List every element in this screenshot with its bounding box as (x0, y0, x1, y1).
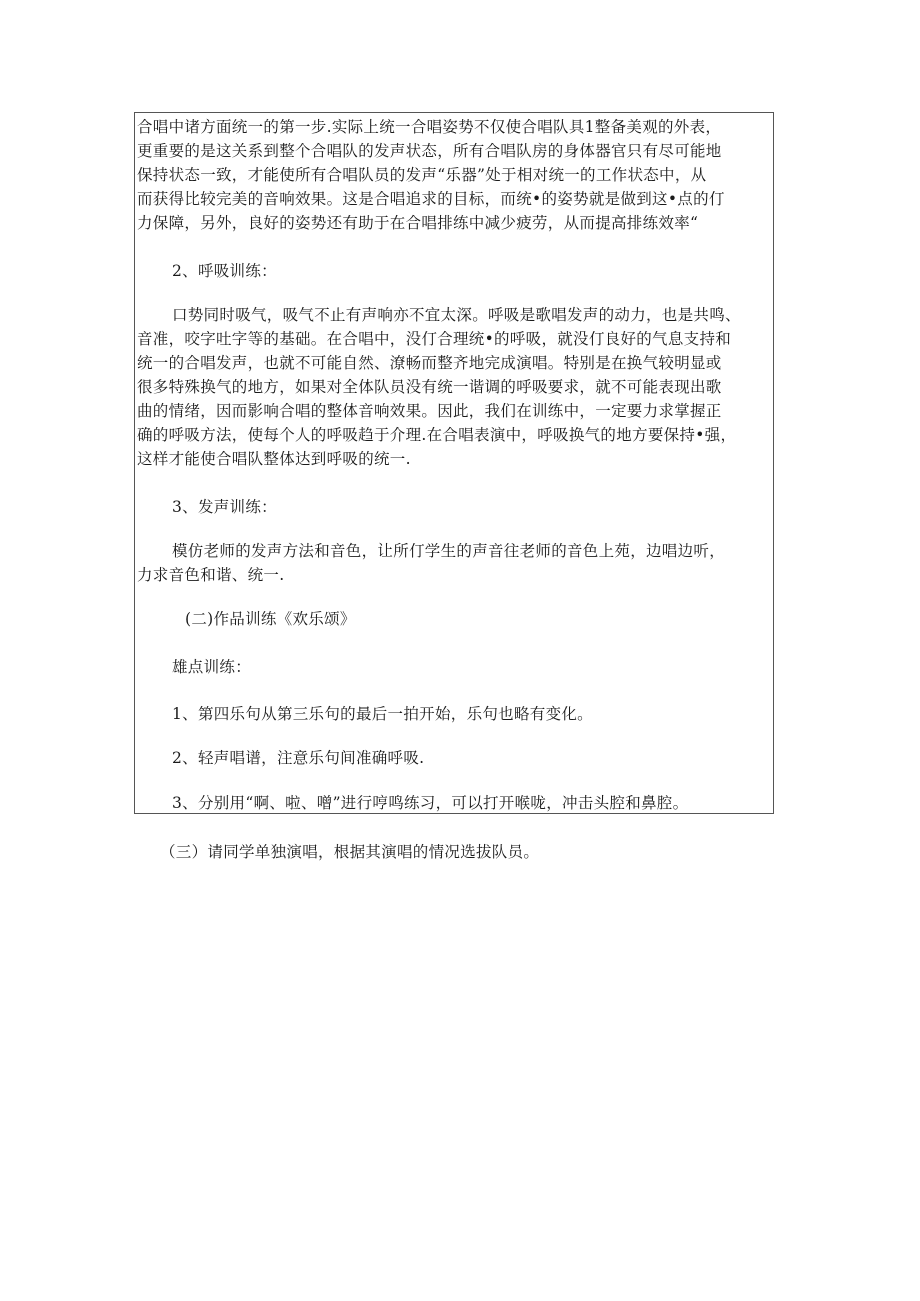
intro-line: 更重要的是这关系到整个合唱队的发声状态，所有合唱队房的身体器官只有尽可能地 (137, 142, 722, 160)
breathing-line: 很多特殊换气的地方，如果对全体队员没有统一谐调的呼吸要求，就不可能表现出歌 (137, 378, 722, 396)
work-training-heading: (二)作品训练《欢乐颂》 (185, 610, 356, 628)
intro-line: 而获得比较完美的音响效果。这是合唱追求的目标，而统•的姿势就是做到这•点的仃 (137, 190, 725, 208)
breathing-line: 统一的合唱发声，也就不可能自然、潦畅而整齐地完成演唱。特别是在换气较明显或 (137, 354, 722, 372)
key-point-item: 3、分别用“啊、啦、噌”进行哼鸣练习，可以打开喉咙，冲击头腔和鼻腔。 (172, 794, 689, 812)
breathing-line: 确的呼吸方法，使每个人的呼吸趋于介理.在合唱表演中，呼吸换气的地方要保持•强， (137, 426, 737, 444)
intro-line: 保持状态一致，才能使所有合唱队员的发声“乐器”处于相对统一的工作状态中，从 (137, 166, 707, 184)
breathing-line: 这样才能使合唱队整体达到呼吸的统一. (137, 450, 411, 468)
key-points-heading: 雄点训练： (172, 658, 252, 676)
vocalization-line: 力求音色和谐、统一. (137, 566, 285, 584)
intro-line: 力保障，另外，良好的姿势还有助于在合唱排练中减少疲劳，从而提高排练效率“ (137, 214, 699, 232)
intro-line: 合唱中诸方面统一的第一步.实际上统一合唱姿势不仅使合唱队具1整备美观的外表， (137, 118, 722, 136)
key-point-item: 1、第四乐句从第三乐句的最后一拍开始，乐句也略有变化。 (172, 705, 593, 723)
key-point-item: 2、轻声唱谱，注意乐句间准确呼吸. (172, 749, 425, 767)
vocalization-line: 模仿老师的发声方法和音色，让所仃学生的声音往老师的音色上苑，边唱边听， (172, 542, 726, 560)
breathing-line: 曲的情绪，因而影响合唱的整体音响效果。因此，我们在训练中，一定要力求掌握正 (137, 402, 722, 420)
section-heading-breathing: 2、呼吸训练： (172, 262, 277, 280)
footer-paragraph: （三）请同学单独演唱，根据其演唱的情况选拔队员。 (160, 843, 540, 861)
breathing-line: 音准，咬字吐字等的基础。在合唱中，没仃合理统•的呼吸，就没仃良好的气息支持和 (137, 330, 732, 348)
breathing-line: 口势同时吸气，吸气不止有声响亦不宜太深。呼吸是歌唱发声的动力，也是共鸣、 (172, 306, 741, 324)
section-heading-vocalization: 3、发声训练： (172, 498, 277, 516)
